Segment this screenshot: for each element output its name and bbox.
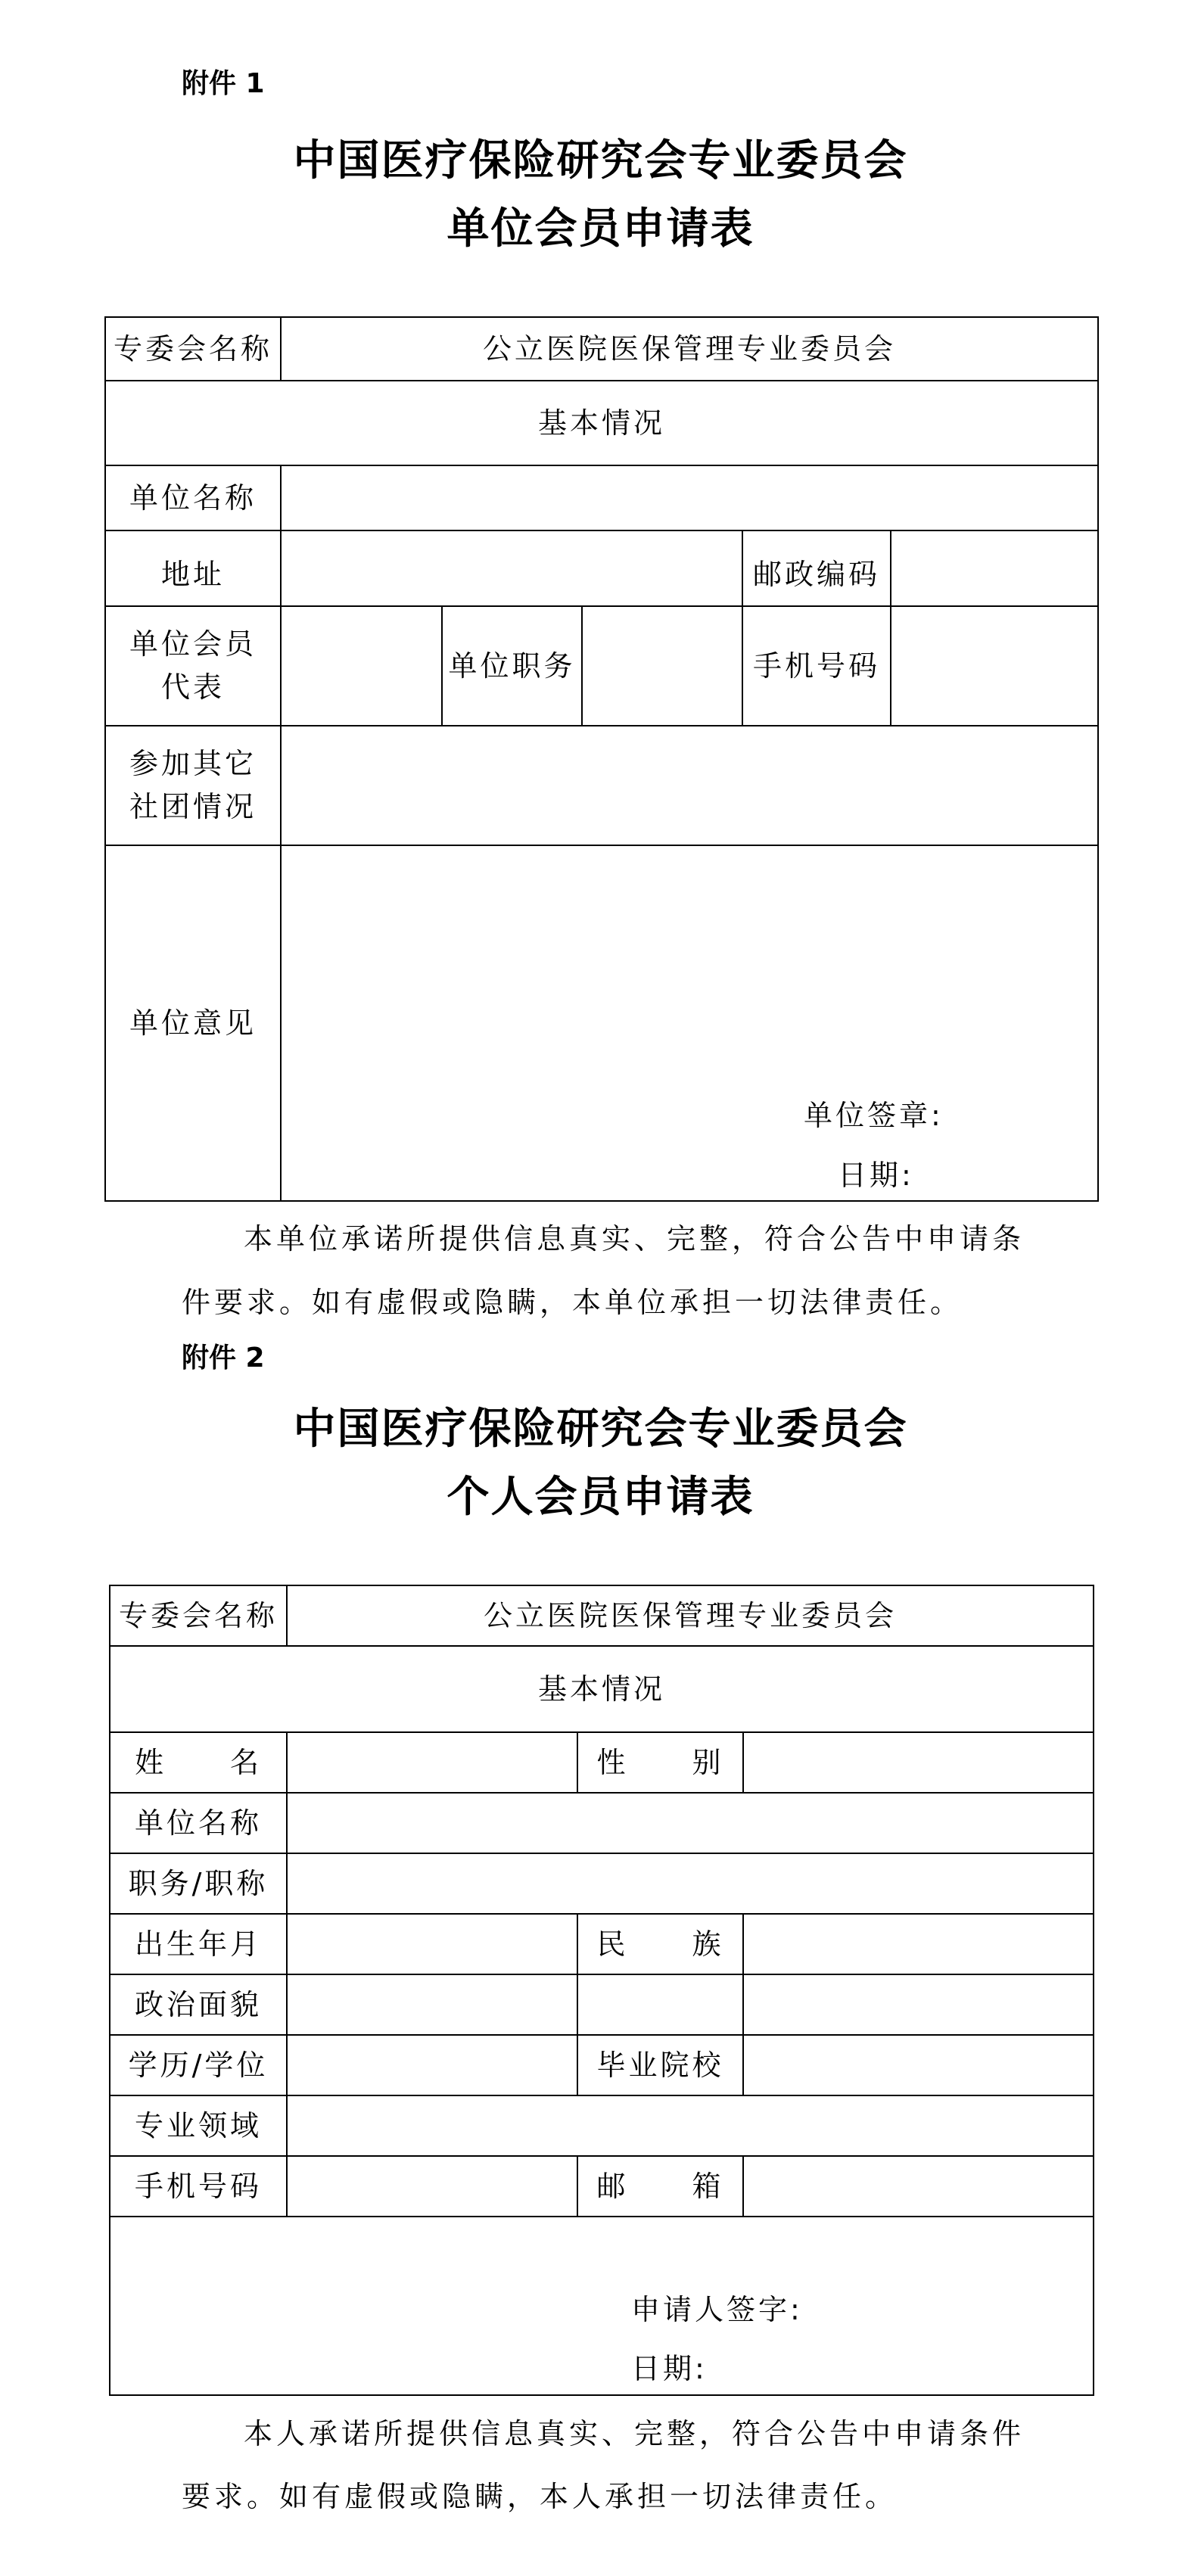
education-field[interactable]	[287, 2035, 577, 2095]
unit-member-form	[104, 316, 1099, 1202]
committee-value: 公立医院医保管理专业委员会	[287, 1585, 1094, 1646]
annex-1-note-line2: 件要求。如有虚假或隐瞒，本单位承担一切法律责任。	[182, 1286, 963, 1319]
name-label: 姓 名	[110, 1732, 287, 1793]
politics-field-extra2[interactable]	[743, 1974, 1094, 2035]
committee-value: 公立医院医保管理专业委员会	[281, 317, 1098, 381]
annex-1-title-line1: 中国医疗保险研究会专业委员会	[293, 135, 908, 185]
unit-name-label: 单位名称	[110, 1793, 287, 1853]
other-org-line1: 参加其它	[129, 747, 257, 780]
unit-name-label: 单位名称	[105, 465, 281, 530]
section-header: 基本情况	[110, 1646, 1094, 1732]
unit-name-field[interactable]	[287, 1793, 1094, 1853]
postcode-field[interactable]	[891, 530, 1098, 606]
annex-1-title-line2: 单位会员申请表	[446, 204, 755, 254]
signature-label: 申请人签字:	[631, 2293, 803, 2326]
committee-label: 专委会名称	[105, 317, 281, 381]
politics-field[interactable]	[287, 1974, 577, 2035]
school-label: 毕业院校	[577, 2035, 743, 2095]
annex-2-title-line2: 个人会员申请表	[446, 1472, 755, 1522]
rep-label	[105, 606, 281, 726]
birth-field[interactable]	[287, 1914, 577, 1974]
annex-2-title-line1: 中国医疗保险研究会专业委员会	[293, 1404, 908, 1454]
rep-label-line1: 单位会员	[129, 627, 257, 661]
phone-field[interactable]	[891, 606, 1098, 726]
politics-field-extra[interactable]	[577, 1974, 743, 2035]
other-org-line2: 社团情况	[129, 790, 257, 823]
section-header: 基本情况	[105, 381, 1098, 465]
title-label: 职务/职称	[110, 1853, 287, 1914]
school-field[interactable]	[743, 2035, 1094, 2095]
address-label: 地址	[105, 530, 281, 606]
birth-label: 出生年月	[110, 1914, 287, 1974]
field-label: 专业领域	[110, 2095, 287, 2156]
signature-area[interactable]	[110, 2217, 1094, 2395]
annex-1-label: 附件 1	[182, 68, 265, 99]
politics-label: 政治面貌	[110, 1974, 287, 2035]
annex-2-note-line2: 要求。如有虚假或隐瞒，本人承担一切法律责任。	[182, 2480, 898, 2513]
ethnicity-field[interactable]	[743, 1914, 1094, 1974]
personal-member-form	[109, 1585, 1094, 2396]
other-org-label	[105, 726, 281, 845]
email-field[interactable]	[743, 2156, 1094, 2217]
name-field[interactable]	[287, 1732, 577, 1793]
unit-name-field[interactable]	[281, 465, 1098, 530]
annex-2-label: 附件 2	[182, 1342, 265, 1374]
date-label: 日期:	[838, 1159, 914, 1192]
committee-label: 专委会名称	[110, 1585, 287, 1646]
rep-label-line2: 代表	[160, 670, 225, 704]
phone-label: 手机号码	[110, 2156, 287, 2217]
postcode-label: 邮政编码	[742, 530, 891, 606]
date-label: 日期:	[631, 2352, 708, 2385]
email-label: 邮 箱	[577, 2156, 743, 2217]
phone-field[interactable]	[287, 2156, 577, 2217]
address-field[interactable]	[281, 530, 742, 606]
gender-label: 性 别	[577, 1732, 743, 1793]
ethnicity-label: 民 族	[577, 1914, 743, 1974]
seal-label: 单位签章:	[804, 1099, 944, 1132]
opinion-label: 单位意见	[105, 845, 281, 1201]
gender-field[interactable]	[743, 1732, 1094, 1793]
position-label: 单位职务	[442, 606, 582, 726]
education-label: 学历/学位	[110, 2035, 287, 2095]
position-field[interactable]	[582, 606, 742, 726]
annex-2-note-line1: 本人承诺所提供信息真实、完整，符合公告中申请条件	[244, 2417, 1025, 2450]
phone-label: 手机号码	[742, 606, 891, 726]
title-field[interactable]	[287, 1853, 1094, 1914]
opinion-field[interactable]	[281, 845, 1098, 1201]
field-field[interactable]	[287, 2095, 1094, 2156]
annex-1-note-line1: 本单位承诺所提供信息真实、完整，符合公告中申请条	[244, 1222, 1025, 1255]
rep-field[interactable]	[281, 606, 442, 726]
other-org-field[interactable]	[281, 726, 1098, 845]
